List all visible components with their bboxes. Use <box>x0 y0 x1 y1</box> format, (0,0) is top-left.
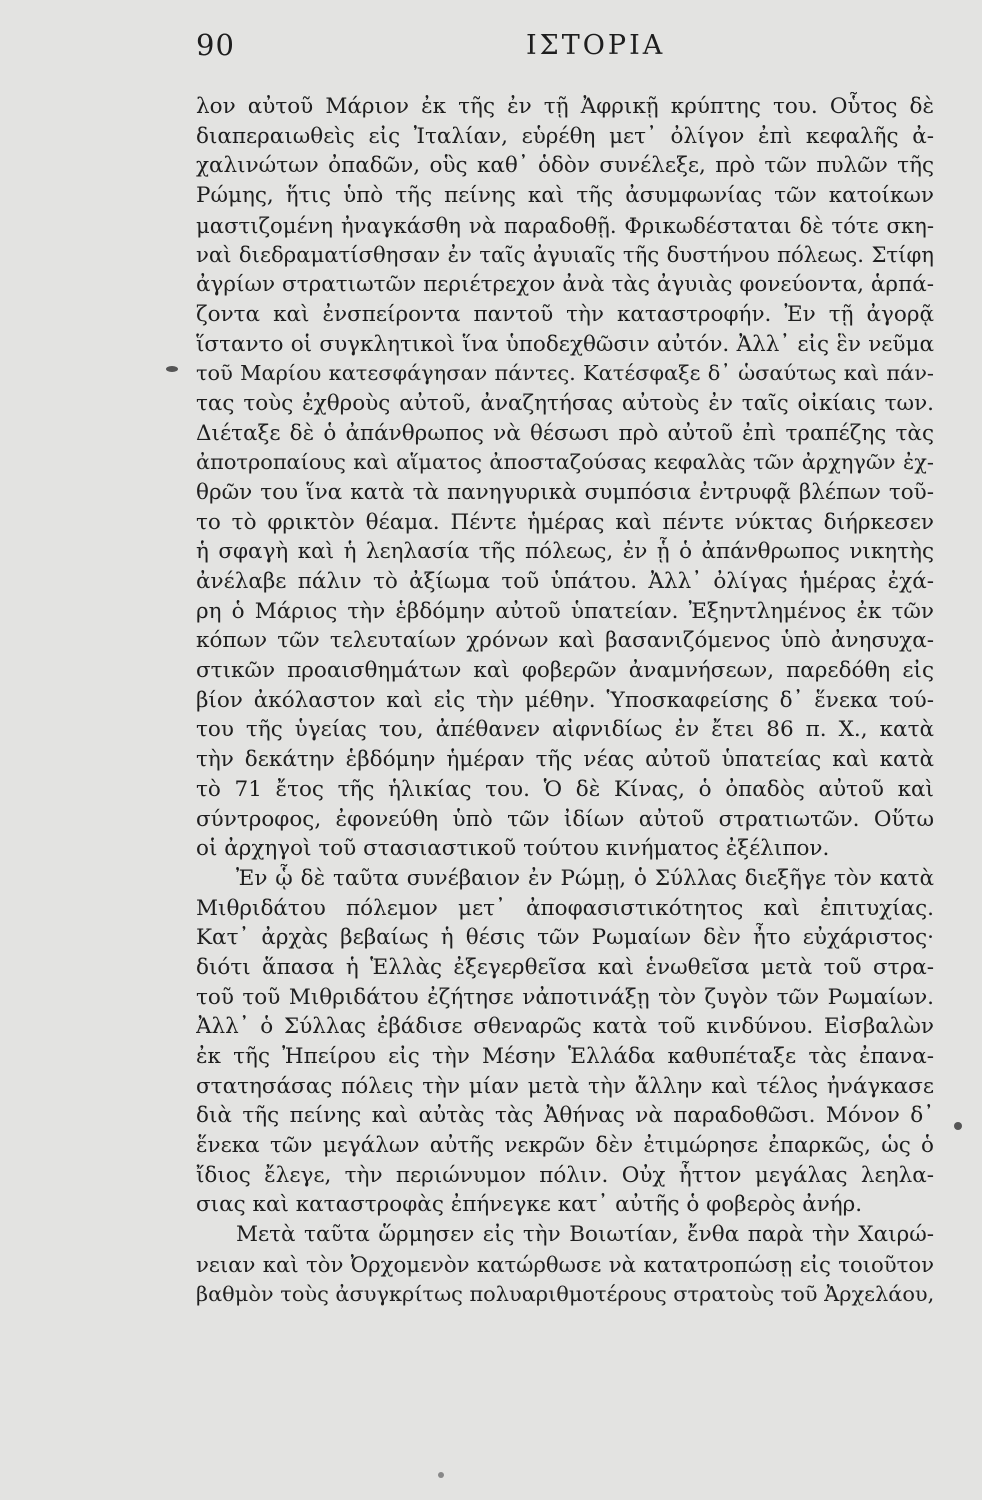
page-header <box>196 28 932 68</box>
text-line: ἀποτροπαίους καὶ αἵματος ἀποσταζούσας κεφαλὰς τῶν ἀρχηγῶν ἐχ- <box>196 450 934 475</box>
text-line: ρη ὁ Μάριος τὴν ἑβδόμην αὐτοῦ ὑπατείαν. Ἐξηντλημένος ἐκ τῶν <box>196 598 934 624</box>
text-line: λον αὐτοῦ Μάριον ἐκ τῆς ἐν τῇ Ἀφρικῇ κρύπτης του. Οὗτος δὲ <box>196 94 934 119</box>
running-title: ΙΣΤΟΡΙΑ <box>526 30 666 61</box>
text-line: τοῦ Μαρίου κατεσφάγησαν πάντες. Κατέσφαξε δ᾽ ὡσαύτως καὶ πάν- <box>196 361 934 386</box>
text-line: τὸ 71 ἔτος τῆς ἡλικίας του. Ὁ δὲ Κίνας, ὁ ὀπαδὸς αὐτοῦ καὶ <box>196 776 934 802</box>
text-line: Κατ᾽ ἀρχὰς βεβαίως ἡ θέσις τῶν Ρωμαίων δὲν ἦτο εὐχάριστος· <box>196 925 934 951</box>
text-line: ἐκ τῆς Ἠπείρου εἰς τὴν Μέσην Ἑλλάδα καθυπέταξε τὰς ἐπανα- <box>196 1044 934 1069</box>
text-line: χαλινώτων ὀπαδῶν, οὓς καθ᾽ ὁδὸν συνέλεξε, πρὸ τῶν πυλῶν τῆς <box>196 153 934 179</box>
text-line: σιας καὶ καταστροφὰς ἐπήνεγκε κατ᾽ αὐτῆς ὁ φοβερὸς ἀνήρ. <box>196 1192 863 1218</box>
text-line: ἕνεκα τῶν μεγάλων αὐτῆς νεκρῶν δὲν ἐτιμώρησε ἐπαρκῶς, ὡς ὁ <box>196 1133 934 1159</box>
text-line: Ἀλλ᾽ ὁ Σύλλας ἐβάδισε σθεναρῶς κατὰ τοῦ κινδύνου. Εἰσβαλὼν <box>196 1014 934 1040</box>
text-line: κόπων τῶν τελευταίων χρόνων καὶ βασανιζόμενος ὑπὸ ἀνησυχα- <box>196 628 934 654</box>
text-line: διὰ τῆς πείνης καὶ αὐτὰς τὰς Ἀθήνας νὰ παραδοθῶσι. Μόνον δ᾽ <box>196 1103 934 1129</box>
text-line: ἵσταντο οἱ συγκλητικοὶ ἵνα ὑποδεχθῶσιν αὐτόν. Ἀλλ᾽ εἰς ἓν νεῦμα <box>196 331 934 357</box>
text-line: βίον ἀκόλαστον καὶ εἰς τὴν μέθην. Ὑποσκαφείσης δ᾽ ἕνεκα τού- <box>196 687 934 713</box>
text-line: τας τοὺς ἐχθροὺς αὐτοῦ, ἀναζητήσας αὐτοὺς ἐν ταῖς οἰκίαις των. <box>196 390 934 416</box>
ink-spot-mark <box>438 1472 444 1478</box>
text-line: σύντροφος, ἐφονεύθη ὑπὸ τῶν ἰδίων αὐτοῦ στρατιωτῶν. Οὕτω <box>196 806 934 832</box>
text-line: ναὶ διεδραματίσθησαν ἐν ταῖς ἀγυιαῖς τῆς δυστήνου πόλεως. Στίφη <box>196 242 934 268</box>
text-line: οἱ ἀρχηγοὶ τοῦ στασιαστικοῦ τούτου κινήματος ἐξέλιπον. <box>196 836 830 862</box>
text-line: Ἐν ᾧ δὲ ταῦτα συνέβαιον ἐν Ρώμῃ, ὁ Σύλλας διεξῆγε τὸν κατὰ <box>236 865 934 891</box>
text-line: Διέταξε δὲ ὁ ἀπάνθρωπος νὰ θέσωσι πρὸ αὐτοῦ ἐπὶ τραπέζης τὰς <box>196 420 934 446</box>
text-line: στικῶν προαισθημάτων καὶ φοβερῶν ἀναμνήσεων, παρεδόθη εἰς <box>196 658 934 684</box>
text-line: Μιθριδάτου πόλεμον μετ᾽ ἀποφασιστικότητος καὶ ἐπιτυχίας. <box>196 895 934 921</box>
text-line: βαθμὸν τοὺς ἀσυγκρίτως πολυαριθμοτέρους στρατοὺς τοῦ Ἀρχελάου, <box>196 1281 934 1306</box>
text-line: ἡ σφαγὴ καὶ ἡ λεηλασία τῆς πόλεως, ἐν ᾗ ὁ ἀπάνθρωπος νικητὴς <box>196 539 934 565</box>
text-line: διότι ἅπασα ἡ Ἑλλὰς ἐξεγερθεῖσα καὶ ἑνωθεῖσα μετὰ τοῦ στρα- <box>196 954 934 980</box>
text-line: Μετὰ ταῦτα ὥρμησεν εἰς τὴν Βοιωτίαν, ἔνθα παρὰ τὴν Χαιρώ- <box>236 1222 934 1248</box>
text-line: μαστιζομένη ἠναγκάσθη νὰ παραδοθῇ. Φρικωδέσταται δὲ τότε σκη- <box>196 212 934 238</box>
text-line: ἀνέλαβε πάλιν τὸ ἀξίωμα τοῦ ὑπάτου. Ἀλλ᾽ ὀλίγας ἡμέρας ἐχά- <box>196 569 934 594</box>
text-line: ἀγρίων στρατιωτῶν περιέτρεχον ἀνὰ τὰς ἀγυιὰς φονεύοντα, ἁρπά- <box>196 272 934 298</box>
text-line: τοῦ τοῦ Μιθριδάτου ἐζήτησε νἀποτινάξῃ τὸν ζυγὸν τῶν Ρωμαίων. <box>196 984 934 1010</box>
text-line: στατησάσας πόλεις τὴν μίαν μετὰ τὴν ἄλλην καὶ τέλος ἠνάγκασε <box>196 1073 934 1099</box>
text-line: διαπεραιωθεὶς εἰς Ἰταλίαν, εὑρέθη μετ᾽ ὀλίγον ἐπὶ κεφαλῆς ἀ- <box>196 123 934 149</box>
body-text <box>196 92 934 1309</box>
text-line: το τὸ φρικτὸν θέαμα. Πέντε ἡμέρας καὶ πέντε νύκτας διήρκεσεν <box>196 509 934 535</box>
text-line: νειαν καὶ τὸν Ὀρχομενὸν κατώρθωσε νὰ κατατροπώσῃ εἰς τοιοῦτον <box>196 1251 934 1277</box>
ink-spot-mark <box>954 1122 962 1130</box>
page-number: 90 <box>196 28 235 62</box>
text-line: Ρώμης, ἥτις ὑπὸ τῆς πείνης καὶ τῆς ἀσυμφωνίας τῶν κατοίκων <box>196 183 934 209</box>
ink-spot-mark <box>166 366 178 372</box>
text-line: θρῶν του ἵνα κατὰ τὰ πανηγυρικὰ συμπόσια ἐντρυφᾷ βλέπων τοῦ- <box>196 479 934 505</box>
text-line: ζοντα καὶ ἐνσπείροντα παντοῦ τὴν καταστροφήν. Ἐν τῇ ἀγορᾷ <box>196 301 934 327</box>
text-line: του τῆς ὑγείας του, ἀπέθανεν αἰφνιδίως ἐν ἔτει 86 π. Χ., κατὰ <box>196 717 934 743</box>
text-line: τὴν δεκάτην ἑβδόμην ἡμέραν τῆς νέας αὐτοῦ ὑπατείας καὶ κατὰ <box>196 747 934 773</box>
text-line: ἴδιος ἔλεγε, τὴν περιώνυμον πόλιν. Οὐχ ἧττον μεγάλας λεηλα- <box>196 1162 934 1188</box>
